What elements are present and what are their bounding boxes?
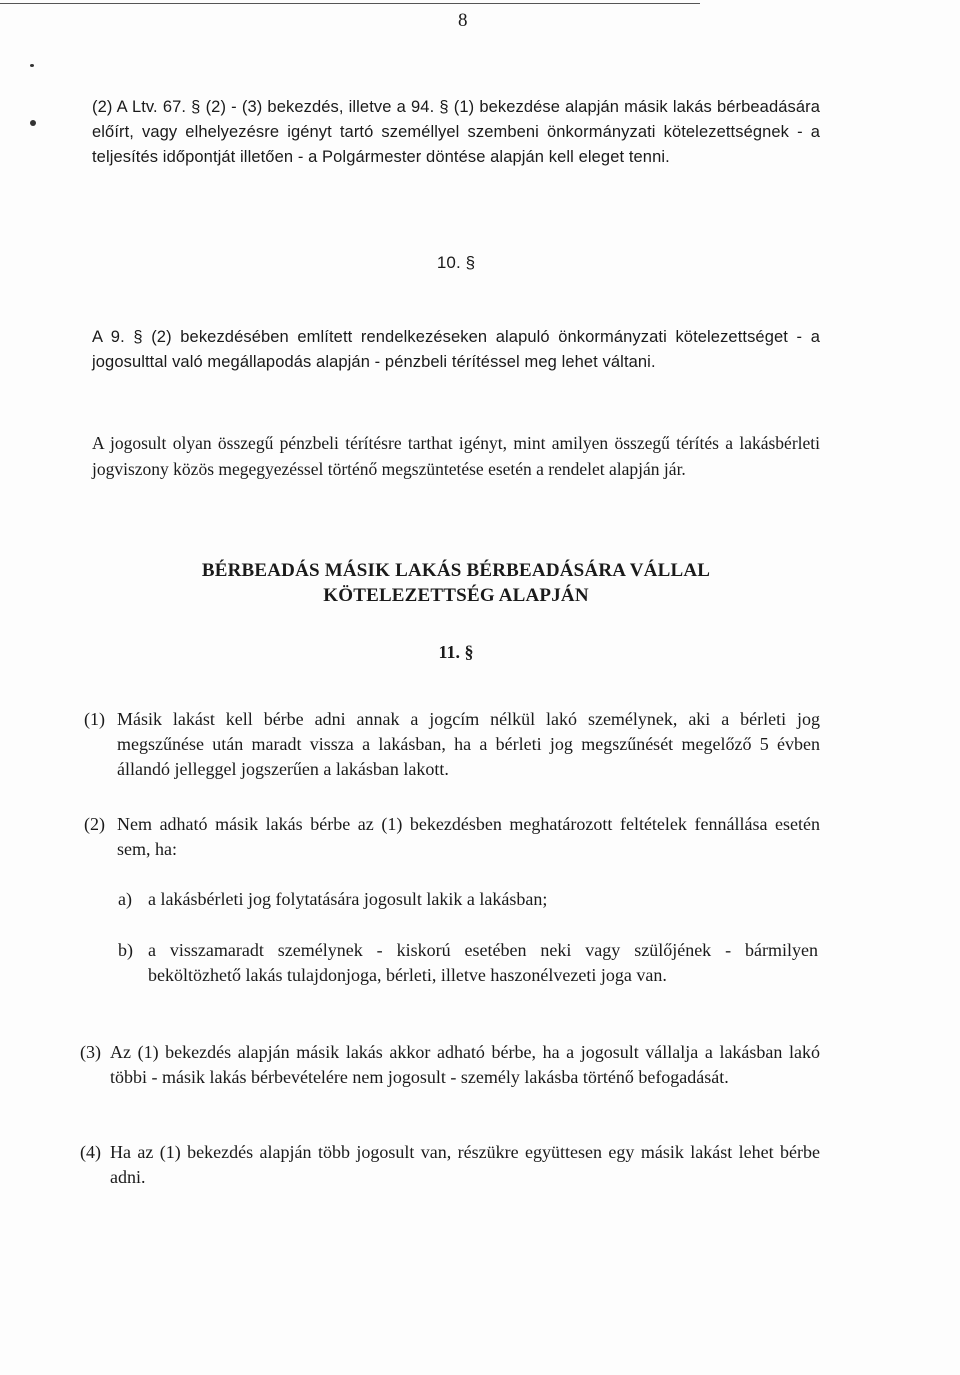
section-10-title: 10. § xyxy=(436,253,476,272)
list-item-b xyxy=(118,938,818,988)
list-item-a xyxy=(118,887,818,912)
list-item-b-label: b) xyxy=(118,940,133,960)
paragraph-11-1 xyxy=(84,707,820,782)
paragraph-11-4-number: (4) xyxy=(80,1142,101,1162)
paragraph-11-2-text: Nem adható másik lakás bérbe az (1) bekezdésben meghatározott feltételek fennállása esetén sem, ha: xyxy=(117,814,820,859)
paragraph-11-2 xyxy=(84,812,820,862)
paragraph-11-1-number: (1) xyxy=(84,709,105,729)
page-number: 8 xyxy=(458,10,468,31)
paragraph-10-2: A jogosult olyan összegű pénzbeli térítésre tarthat igényt, mint amilyen összegű térítés a lakásbérleti jogviszony közös megegyezéssel történő megszüntetése esetén a rendelet alapján jár. xyxy=(92,433,820,479)
list-item-a-label: a) xyxy=(118,889,132,909)
paragraph-11-3 xyxy=(80,1040,820,1090)
heading-line-2: KÖTELEZETTSÉG ALAPJÁN xyxy=(323,585,589,606)
section-11-title: 11. § xyxy=(438,642,474,662)
paragraph-11-3-number: (3) xyxy=(80,1042,101,1062)
paragraph-11-3-text: Az (1) bekezdés alapján másik lakás akkor adható bérbe, ha a jogosult vállalja a lakásban lakó többi - másik lakás bérbevételére nem jogosult - személy lakásba történő befogadását. xyxy=(110,1042,820,1087)
list-item-b-text: a visszamaradt személynek - kiskorú esetében neki vagy szülőjének - bármilyen beköltözhető lakás tulajdonjoga, bérleti, illetve haszonélvezeti joga van. xyxy=(148,940,818,985)
paragraph-11-4-text: Ha az (1) bekezdés alapján több jogosult van, részükre együttesen egy másik lakást lehet bérbe adni. xyxy=(110,1142,820,1187)
list-item-a-text: a lakásbérleti jog folytatására jogosult lakik a lakásban; xyxy=(148,889,548,909)
scan-speck xyxy=(30,64,34,67)
top-rule xyxy=(0,3,700,4)
paragraph-11-1-text: Másik lakást kell bérbe adni annak a jogcím nélkül lakó személynek, aki a bérleti jog megszűnése után maradt vissza a lakásban, ha a bérleti jog megszűnését megelőző 5 évben állandó jelleggel jogszerűen a lakásban lakott. xyxy=(117,709,820,779)
paragraph-11-2-number: (2) xyxy=(84,814,105,834)
scan-speck xyxy=(30,120,36,126)
paragraph-9-2: (2) A Ltv. 67. § (2) - (3) bekezdés, illetve a 94. § (1) bekezdése alapján másik lakás bérbeadására előírt, vagy elhelyezésre igényt tartó személlyel szembeni önkormányzati kötelezettségnek - a teljesítés időpontját illetően - a Polgármester döntése alapján kell eleget tenni. xyxy=(92,98,820,166)
paragraph-10-1: A 9. § (2) bekezdésében említett rendelkezéseken alapuló önkormányzati kötelezettséget - a jogosulttal való megállapodás alapján - pénzbeli térítéssel meg lehet váltani. xyxy=(92,328,820,371)
paragraph-11-4 xyxy=(80,1140,820,1190)
heading-line-1: BÉRBEADÁS MÁSIK LAKÁS BÉRBEADÁSÁRA VÁLLAL xyxy=(201,560,711,581)
